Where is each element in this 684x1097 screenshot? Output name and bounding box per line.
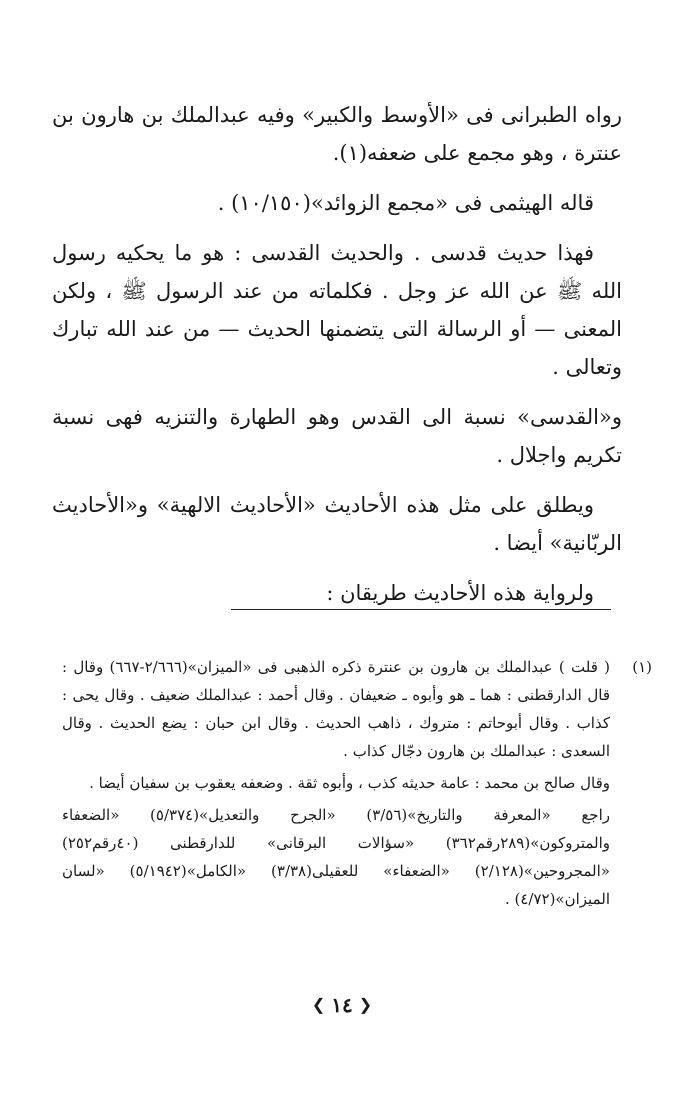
- footnote-block-references: راجع «المعرفة والتاريخ»(٣/٥٦) «الجرح والتعديل»(٥/٣٧٤) «الضعفاء والمتروكون»(٢٨٩رقم٣٦٢) «سؤالات البرقانى» للدارقطنى (٤٠رقم٢٥٢) «المجروحين»(٢/١٢٨) «الضعفاء» للعقيلى(٣/٣٨) «الكامل»(٥/١٩٤٢) «لسان الميزان»(٤/٧٢) .: [62, 806, 610, 908]
- footnote-1: [62, 653, 652, 913]
- footnote-block-narrator: ( قلت ) عبدالملك بن هارون بن عنترة ذكره الذهبى فى «الميزان»(٢/٦٦٦-٦٦٧) وقال : قال الدارقطنى : هما ـ هو وأبوه ـ ضعيفان . وقال أحمد : عبدالملك ضعيف . وقال يحى : كذاب . وقال أبوحاتم : متروك ، ذاهب الحديث . وقال ابن حبان : يضع الحديث . وقال السعدى : عبدالملك بن هارون دجّال كذاب .: [62, 658, 610, 760]
- footnote-divider: [231, 609, 611, 610]
- page-number-value: ١٤: [331, 992, 353, 1017]
- paragraph-tabarani: رواه الطبرانى فى «الأوسط والكبير» وفيه عبدالملك بن هارون بن عنترة ، وهو مجمع على ضعفه(١).: [52, 103, 622, 165]
- footnote-block-salih: وقال صالح بن محمد : عامة حديثه كذب ، وأبوه ثقة . وضعفه يعقوب بن سفيان أيضا .: [89, 774, 610, 792]
- paragraph-two-ways: ولرواية هذه الأحاديث طريقان :: [326, 581, 594, 605]
- ornament-left-icon: ❮: [311, 994, 326, 1014]
- main-text: [52, 96, 622, 624]
- paragraph-haythami: قاله الهيثمى فى «مجمع الزوائد»(١٠/١٥٠) .: [217, 191, 594, 215]
- ornament-right-icon: ❯: [358, 994, 373, 1014]
- footnote-body: [62, 653, 610, 913]
- footnotes: [62, 653, 652, 913]
- paragraph-divine-hadiths: ويطلق على مثل هذه الأحاديث «الأحاديث الالهية» و«الأحاديث الربّانية» أيضا .: [52, 493, 622, 555]
- paragraph-qudsi-meaning: و«القدسى» نسبة الى القدس وهو الطهارة والتنزيه فهى نسبة تكريم واجلال .: [52, 405, 622, 467]
- paragraph-hadith-qudsi: فهذا حديث قدسى . والحديث القدسى : هو ما يحكيه رسول الله ﷺ عن الله عز وجل . فكلماته من عند الرسول ﷺ ، ولكن المعنى — أو الرسالة التى يتضمنها الحديث — من عند الله تبارك وتعالى .: [52, 241, 622, 379]
- page-number: [0, 988, 684, 1020]
- footnote-number: (١): [632, 658, 652, 676]
